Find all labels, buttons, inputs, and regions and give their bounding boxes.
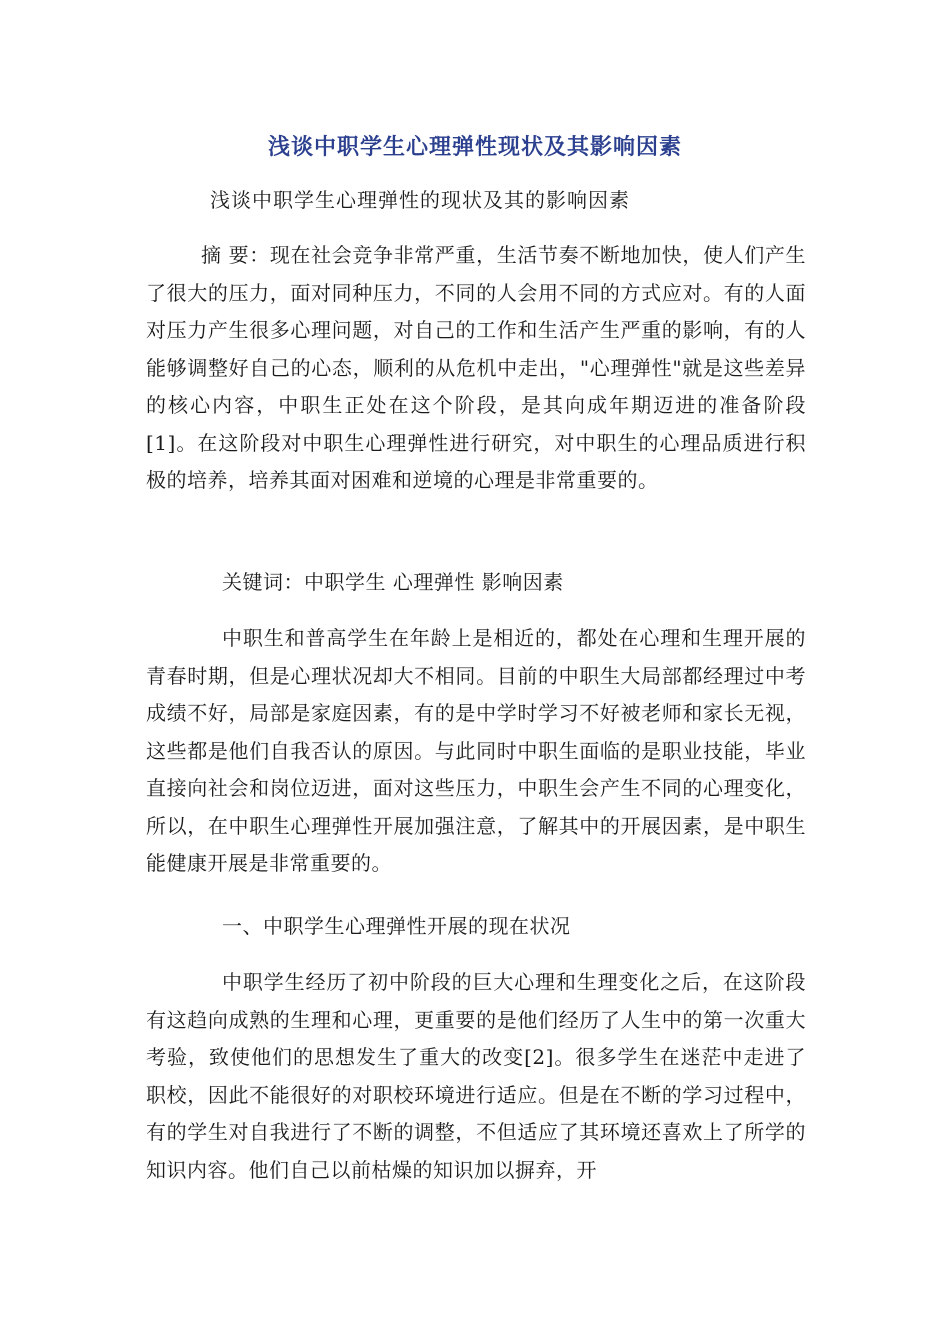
section-heading: 一、中职学生心理弹性开展的现在状况 bbox=[222, 914, 571, 938]
section-body-paragraph: 中职学生经历了初中阶段的巨大心理和生理变化之后，在这阶段有这趋向成熟的生理和心理，更重要的是他们经历了人生中的第一次重大考验，致使他们的思想发生了重大的改变[2]。很多学生在迷茫中走进了职校，因此不能很好的对职校环境进行适应。但是在不断的学习过程中，有的学生对自我进行了不断的调整，不但适应了其环境还喜欢上了所学的知识内容。他们自己以前枯燥的知识加以摒弃，开 bbox=[146, 970, 806, 1182]
abstract-paragraph: 摘 要：现在社会竞争非常严重，生活节奏不断地加快，使人们产生了很大的压力，面对同种压力，不同的人会用不同的方式应对。有的人面对压力产生很多心理问题，对自己的工作和生活产生严重的影响，有的人能够调整好自己的心态，顺利的从危机中走出，"心理弹性"就是这些差异的核心内容，中职生正处在这个阶段，是其向成年期迈进的准备阶段[1]。在这阶段对中职生心理弹性进行研究，对中职生的心理品质进行积极的培养，培养其面对困难和逆境的心理是非常重要的。 bbox=[146, 243, 806, 492]
intro-paragraph: 中职生和普高学生在年龄上是相近的，都处在心理和生理开展的青春时期，但是心理状况却大不相同。目前的中职生大局部都经理过中考成绩不好，局部是家庭因素，有的是中学时学习不好被老师和家长无视，这些都是他们自我否认的原因。与此同时中职生面临的是职业技能，毕业直接向社会和岗位迈进，面对这些压力，中职生会产生不同的心理变化，所以，在中职生心理弹性开展加强注意，了解其中的开展因素，是中职生能健康开展是非常重要的。 bbox=[146, 626, 806, 875]
document-subtitle: 浅谈中职学生心理弹性的现状及其的影响因素 bbox=[210, 188, 630, 212]
document-title: 浅谈中职学生心理弹性现状及其影响因素 bbox=[267, 135, 682, 160]
keywords-line: 关键词：中职学生 心理弹性 影响因素 bbox=[222, 570, 564, 594]
